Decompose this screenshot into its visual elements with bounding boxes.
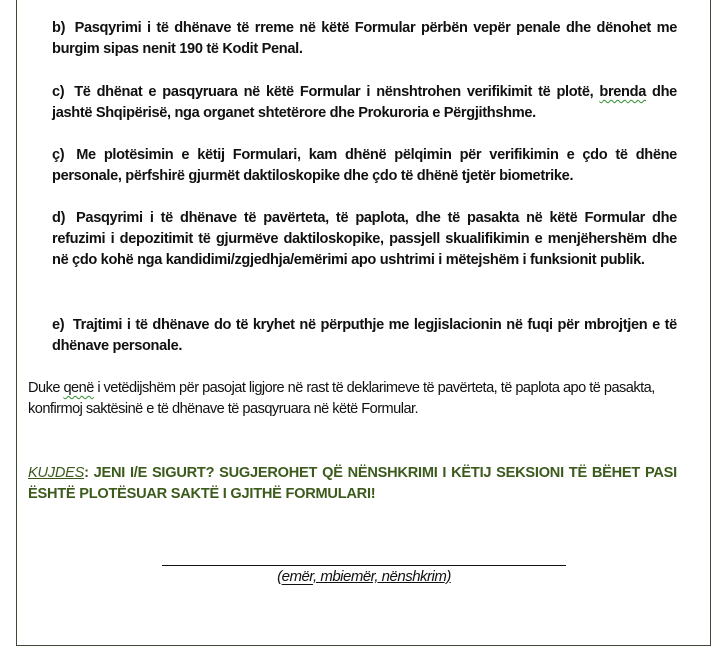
clause-text: dhe jashtë Shqipërisë, nga organet shtetërore dhe Prokuroria e Përgjithshme. <box>52 83 677 121</box>
signature-line[interactable] <box>162 565 566 566</box>
signature-label <box>162 568 566 585</box>
clause-e <box>52 314 677 356</box>
clause-c <box>52 81 677 123</box>
declaration-text: Duke <box>28 379 60 396</box>
clause-text: Të dhënat e pasqyruara në këtë Formular i nënshtrohen verifikimit të plotë, <box>74 83 594 100</box>
clause-b <box>52 17 677 59</box>
warning-text: : JENI I/E SIGURT? SUGJEROHET QË NËNSHKRIMI I KËTIJ SEKSIONI TË BËHET PASI ËSHTË PLOTËSUAR SAKTË I GJITHË FORMULARI! <box>28 464 677 502</box>
declaration-text: i vetëdijshëm për pasojat ligjore në rast të deklarimeve të pavërteta, të paplota apo të pasakta, konfirmoj saktësinë e të dhënave të pasqyruara në këtë Formular. <box>28 379 655 417</box>
clause-text: Me plotësimin e këtij Formulari, kam dhënë pëlqimin për verifikimin e çdo të dhëne personale, përfshirë gjurmët daktiloskopike dhe çdo të dhënë tjetër biometrike. <box>52 146 677 184</box>
warning-notice <box>28 462 677 504</box>
signature-label-paren: ( <box>277 568 282 585</box>
signature-label-text: , mbiemër, nënshkrim) <box>312 568 451 585</box>
spellcheck-flagged-word[interactable]: brenda <box>599 83 646 100</box>
clause-label: b) <box>52 19 66 36</box>
clause-label: ç) <box>52 146 65 163</box>
clause-d <box>52 207 677 270</box>
declaration-paragraph <box>28 377 677 419</box>
warning-keyword: KUJDES <box>28 464 85 481</box>
clause-label: c) <box>52 83 65 100</box>
clause-label: d) <box>52 209 66 226</box>
clause-text: Pasqyrimi i të dhënave të pavërteta, të paplota, dhe të pasakta në këtë Formular dhe refuzimi i depozitimit të gjurmëve daktiloskopike, passjell skualifikimin e menjëhershëm dhe në çdo kohë nga kandidimi/zgjedhja/emërimi apo ushtrimi i mëtejshëm i funksionit publik. <box>52 209 677 268</box>
clause-text: Trajtimi i të dhënave do të kryhet në përputhje me legjislacionin në fuqi për mbrojtjen e të dhënave personale. <box>52 316 677 354</box>
clause-text: Pasqyrimi i të dhënave të rreme në këtë Formular përbën vepër penale dhe dënohet me burgim sipas nenit 190 të Kodit Penal. <box>52 19 677 57</box>
clause-c-cedilla <box>52 144 677 186</box>
spellcheck-flagged-word[interactable]: emër <box>281 568 313 585</box>
spellcheck-flagged-word[interactable]: qenë <box>63 379 94 396</box>
clause-label: e) <box>52 316 65 333</box>
